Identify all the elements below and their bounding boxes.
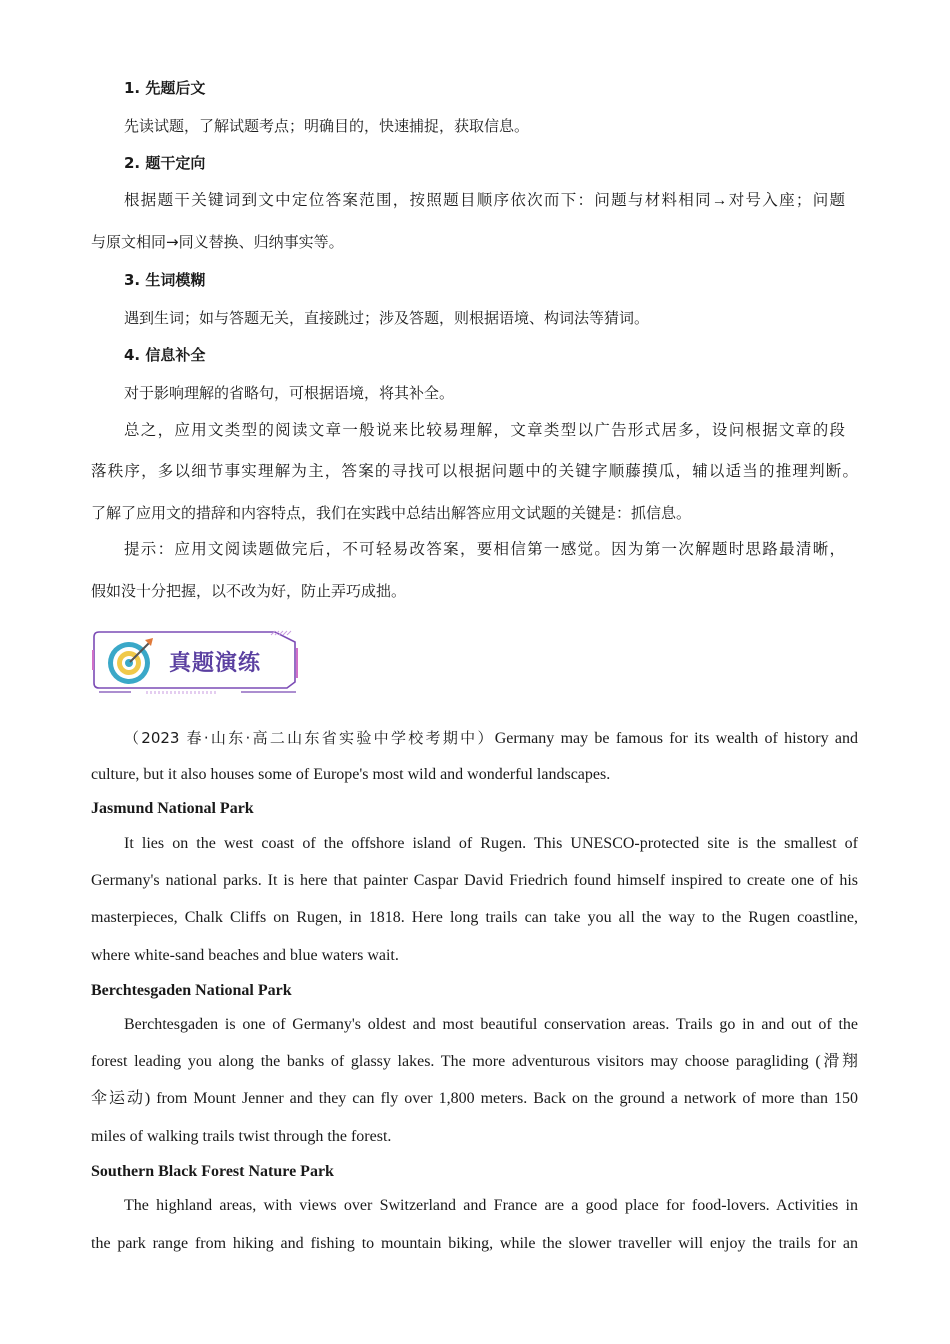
tip-heading-2: 2. 题干定向 (124, 154, 206, 172)
tip-heading-4: 4. 信息补全 (124, 346, 206, 364)
hint-line-1: 提示：应用文阅读题做完后，不可轻易改答案，要相信第一感觉。因为第一次解题时思路最清晰， (124, 541, 845, 558)
summary-line-1: 总之，应用文类型的阅读文章一般说来比较易理解，文章类型以广告形式居多，设问根据文章的段 (124, 422, 845, 439)
tip-text-2b: 与原文相同→同义替换、归纳事实等。 (91, 233, 344, 251)
summary-line-2: 落秩序，多以细节事实理解为主，答案的寻找可以根据问题中的关键字顺藤摸瓜，辅以适当的推理判断。 (91, 463, 858, 480)
tip-text-2a: 根据题干关键词到文中定位答案范围，按照题目顺序依次而下：问题与材料相同→对号入座；问题 (124, 192, 845, 209)
target-icon (105, 636, 157, 686)
berchtesgaden-line-1: Berchtesgaden is one of Germany's oldest and most beautiful conservation areas. Trails go in and out of the (124, 1016, 858, 1033)
tip-text-4: 对于影响理解的省略句，可根据语境，将其补全。 (124, 384, 455, 402)
question-source: （2023 春·山东·高二山东省实验中学校考期中） (124, 729, 495, 747)
passage-intro-line-2: culture, but it also houses some of Europe's most wild and wonderful landscapes. (91, 766, 611, 783)
jasmund-line-4: where white-sand beaches and blue waters wait. (91, 947, 399, 964)
tip-text-3: 遇到生词；如与答题无关，直接跳过；涉及答题，则根据语境、构词法等猜词。 (124, 309, 650, 327)
black-forest-line-1: The highland areas, with views over Switzerland and France are a good place for food-lovers. Activities in (124, 1197, 858, 1214)
section-banner (91, 628, 303, 694)
berchtesgaden-line-4: miles of walking trails twist through the forest. (91, 1128, 392, 1145)
summary-line-3: 了解了应用文的措辞和内容特点，我们在实践中总结出解答应用文试题的关键是：抓信息。 (91, 504, 692, 522)
hint-line-2: 假如没十分把握，以不改为好，防止弄巧成拙。 (91, 582, 407, 600)
berchtesgaden-line-2: forest leading you along the banks of glassy lakes. The more adventurous visitors may choose paragliding (滑翔 (91, 1053, 858, 1070)
tip-text-1: 先读试题，了解试题考点；明确目的，快速捕捉，获取信息。 (124, 117, 530, 135)
section-title-berchtesgaden: Berchtesgaden National Park (91, 982, 292, 999)
section-title-jasmund: Jasmund National Park (91, 800, 254, 817)
berchtesgaden-line-3: 伞运动) from Mount Jenner and they can fly over 1,800 meters. Back on the ground a network of more than 150 (91, 1090, 858, 1107)
jasmund-line-2: Germany's national parks. It is here that painter Caspar David Friedrich found himself inspired to create one of his (91, 872, 858, 889)
tip-heading-1: 1. 先题后文 (124, 79, 206, 97)
intro-text: Germany may be famous for its wealth of history and (494, 730, 859, 747)
passage-intro-line-1 (124, 728, 858, 749)
jasmund-line-3: masterpieces, Chalk Cliffs on Rugen, in 1818. Here long trails can take you all the way to the Rugen coastline, (91, 909, 858, 926)
black-forest-line-2: the park range from hiking and fishing to mountain biking, while the slower traveller will enjoy the trails for an (91, 1235, 858, 1252)
section-title-black-forest: Southern Black Forest Nature Park (91, 1163, 334, 1180)
jasmund-line-1: It lies on the west coast of the offshore island of Rugen. This UNESCO-protected site is the smallest of (124, 835, 858, 852)
tip-heading-3: 3. 生词模糊 (124, 271, 206, 289)
banner-title: 真题演练 (169, 651, 262, 676)
